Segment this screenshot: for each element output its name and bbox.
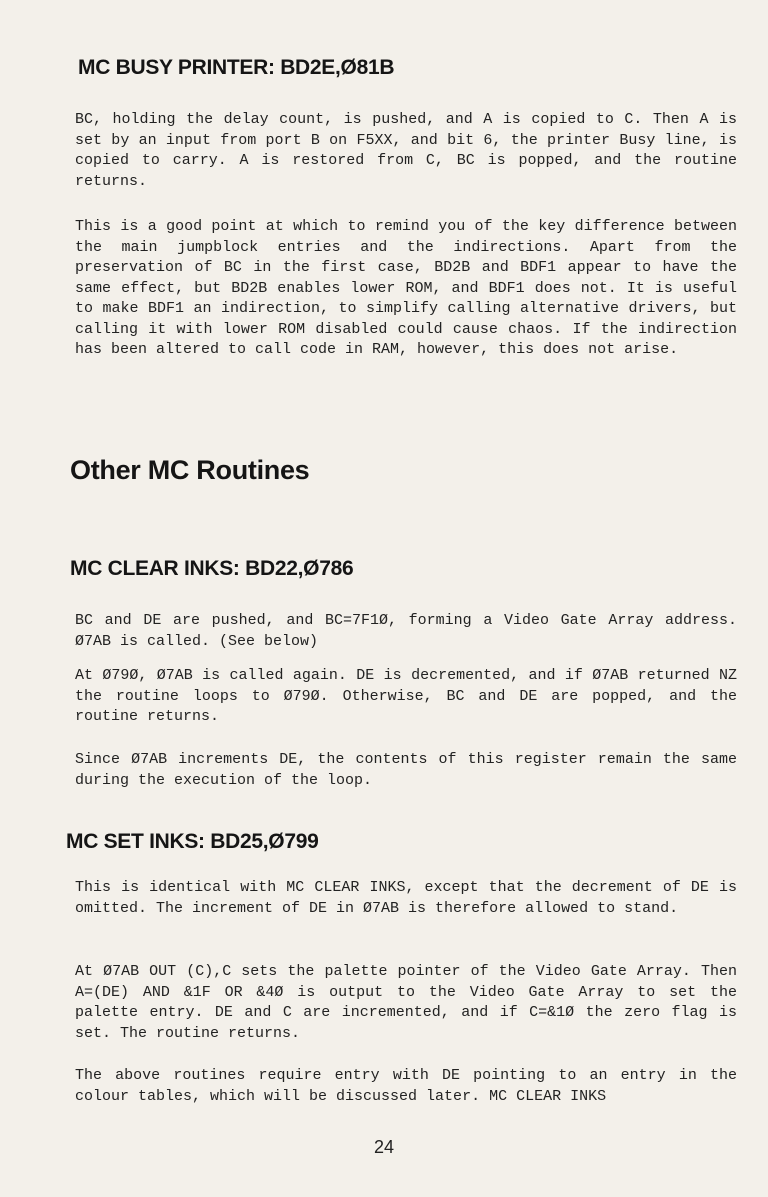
chapter-heading-other-mc-routines: Other MC Routines [70, 455, 310, 485]
paragraph-set-inks-2: At Ø7AB OUT (C),C sets the palette pointer of the Video Gate Array. Then A=(DE) AND &1F OR &4Ø is output to the Video Gate Array to set the palette entry. DE and C are incremented, and if C=&1Ø the zero flag is set. The routine returns. [75, 963, 737, 1042]
paragraph-clear-inks-3: Since Ø7AB increments DE, the contents of this register remain the same during the execution of the loop. [75, 751, 737, 789]
section-heading-set-inks: MC SET INKS: BD25,Ø799 [66, 830, 319, 853]
paragraph-clear-inks-2: At Ø79Ø, Ø7AB is called again. DE is decremented, and if Ø7AB returned NZ the routine loops to Ø79Ø. Otherwise, BC and DE are popped, and the routine returns. [75, 667, 737, 725]
section-heading-clear-inks: MC CLEAR INKS: BD22,Ø786 [70, 557, 354, 580]
paragraph-set-inks-1: This is identical with MC CLEAR INKS, except that the decrement of DE is omitted. The increment of DE in Ø7AB is therefore allowed to stand. [75, 879, 737, 917]
paragraph-busy-printer-1: BC, holding the delay count, is pushed, and A is copied to C. Then A is set by an input from port B on F5XX, and bit 6, the printer Busy line, is copied to carry. A is restored from C, BC is popped, and the routine returns. [75, 111, 737, 190]
paragraph-busy-printer-2: This is a good point at which to remind you of the key difference between the main jumpblock entries and the indirections. Apart from the preservation of BC in the first case, BD2B and BDF1 appear to have the same effect, but BD2B enables lower ROM, and BDF1 does not. It is useful to make BDF1 an indirection, to simplify calling alternative drivers, but calling it with lower ROM disabled could cause chaos. If the indirection has been altered to call code in RAM, however, this does not arise. [75, 218, 737, 358]
section-heading-busy-printer: MC BUSY PRINTER: BD2E,Ø81B [78, 56, 395, 79]
page-number: 24 [373, 1137, 395, 1157]
paragraph-set-inks-3: The above routines require entry with DE pointing to an entry in the colour tables, which will be discussed later. MC CLEAR INKS [75, 1067, 737, 1105]
paragraph-clear-inks-1: BC and DE are pushed, and BC=7F1Ø, forming a Video Gate Array address. Ø7AB is called. (See below) [75, 612, 737, 650]
